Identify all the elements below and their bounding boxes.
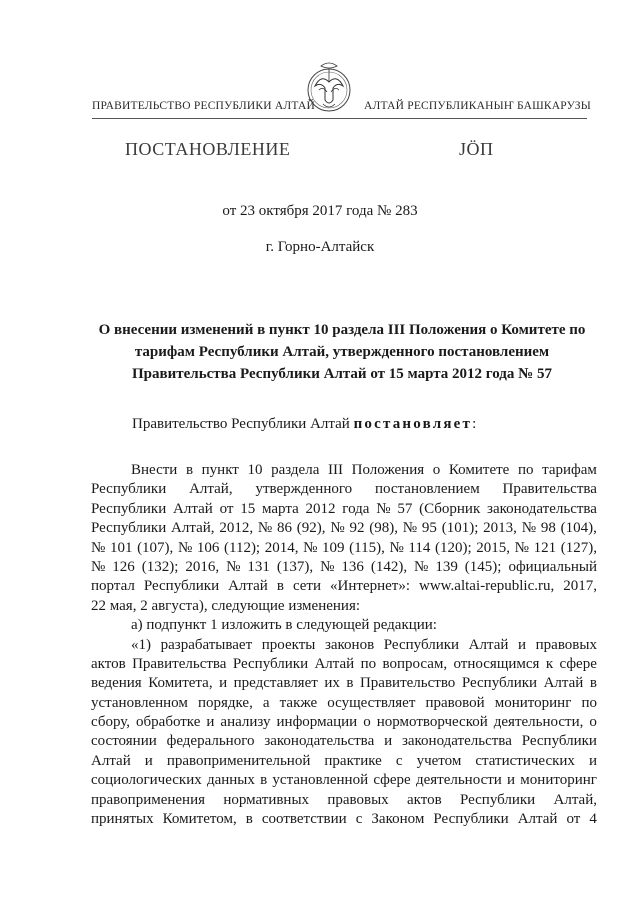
body-word: Алтай bbox=[543, 675, 584, 692]
body-word: Алтай, bbox=[553, 791, 597, 808]
body-word: в bbox=[185, 462, 194, 478]
body-word: 57 bbox=[397, 500, 413, 517]
body-word: 2012, bbox=[219, 520, 254, 537]
body-word: Алтай, bbox=[171, 520, 215, 537]
body-word: нормативных bbox=[223, 791, 310, 808]
body-word: № bbox=[303, 539, 318, 556]
body-word: (142), bbox=[370, 558, 408, 575]
header-divider bbox=[92, 118, 587, 119]
body-word: № bbox=[177, 539, 193, 556]
preamble-subject: Правительство Республики Алтай bbox=[132, 416, 350, 432]
body-word: Алтай bbox=[517, 811, 558, 828]
title-line: Правительства Республики Алтай от 15 марта 2012 года № 57 bbox=[132, 366, 552, 382]
body-word: № bbox=[402, 520, 418, 537]
body-word: (101); bbox=[441, 520, 479, 537]
body-word: законодательства bbox=[487, 500, 597, 517]
body-word: Комитета, bbox=[148, 675, 213, 692]
body-word: (112); bbox=[224, 539, 261, 556]
body-word: с bbox=[395, 752, 403, 769]
document-date-number: от 23 октября 2017 года № 283 bbox=[222, 203, 418, 219]
body-word: 98 bbox=[540, 520, 556, 537]
preamble-colon: : bbox=[472, 416, 477, 432]
body-word: № bbox=[330, 520, 345, 537]
body-word: актов bbox=[91, 655, 126, 672]
body-word: 2012 bbox=[305, 500, 336, 517]
body-word: 2013, bbox=[483, 520, 517, 537]
body-word: вопросам, bbox=[382, 655, 448, 672]
document-city: г. Горно-Алтайск bbox=[265, 239, 375, 255]
body-word: правоприменительной bbox=[166, 752, 311, 769]
body-word: порядке, bbox=[197, 694, 253, 711]
body-line: а) подпункт 1 изложить в следующей редакции: bbox=[131, 617, 437, 634]
body-word: 2014, bbox=[264, 539, 299, 556]
body-line bbox=[91, 810, 597, 829]
body-word: по bbox=[517, 462, 534, 478]
body-word: информации bbox=[276, 714, 358, 731]
body-word: мониторинг bbox=[494, 694, 572, 711]
body-word: Алтай, bbox=[189, 481, 233, 498]
body-word: сети bbox=[292, 578, 322, 595]
body-word: № bbox=[91, 558, 106, 575]
body-word: 139 bbox=[435, 558, 458, 575]
government-name-ru: ПРАВИТЕЛЬСТВО РЕСПУБЛИКИ АЛТАЙ bbox=[92, 100, 316, 112]
body-word: представляет bbox=[233, 675, 318, 692]
body-word: состоянии bbox=[91, 733, 157, 750]
body-word: 4 bbox=[589, 811, 597, 828]
body-word: в bbox=[260, 772, 268, 789]
body-word: 10 bbox=[247, 462, 263, 478]
body-line bbox=[91, 519, 597, 538]
body-word: и bbox=[518, 636, 527, 653]
body-word: в bbox=[276, 578, 284, 595]
body-word: правовых bbox=[327, 791, 389, 808]
body-word: нормотворческой bbox=[376, 714, 488, 731]
body-word: осуществляет bbox=[327, 694, 416, 711]
body-word: к bbox=[545, 655, 554, 672]
body-word: Республики bbox=[143, 578, 220, 595]
body-word: 92 bbox=[349, 520, 365, 537]
body-word: № bbox=[521, 520, 537, 537]
body-word: законодательства bbox=[264, 733, 375, 750]
body-word: и bbox=[588, 752, 597, 769]
body-line bbox=[91, 500, 597, 519]
body-word: Республики bbox=[459, 791, 536, 808]
body-word: принятых bbox=[91, 811, 154, 828]
body-word: Законом bbox=[371, 811, 425, 828]
body-word: Республики bbox=[91, 481, 167, 498]
body-word: Положения bbox=[351, 462, 425, 478]
body-word: Республики bbox=[461, 675, 538, 692]
body-word: в bbox=[346, 675, 354, 692]
body-word: деятельности, bbox=[493, 714, 584, 731]
body-word: 136 bbox=[341, 558, 364, 575]
body-word: Алтай bbox=[228, 578, 268, 595]
body-word: Республики bbox=[521, 733, 597, 750]
body-word: «Интернет»: bbox=[330, 578, 411, 595]
document-title bbox=[88, 319, 596, 385]
body-word: 2015, bbox=[476, 539, 511, 556]
body-word: 2016, bbox=[185, 558, 220, 575]
body-line bbox=[91, 558, 597, 577]
body-word: мониторинг bbox=[520, 772, 597, 789]
body-word: официальный bbox=[508, 558, 597, 575]
body-word: Правительства bbox=[132, 655, 227, 672]
doc-type-ru: ПОСТАНОВЛЕНИЕ bbox=[125, 139, 291, 159]
body-word: практике bbox=[324, 752, 382, 769]
body-word: 2017, bbox=[563, 578, 597, 595]
body-word: правоприменения bbox=[91, 791, 206, 808]
body-word: о bbox=[589, 714, 597, 731]
body-word: сфере bbox=[373, 772, 411, 789]
body-word: «1) bbox=[131, 636, 151, 653]
body-word: (107), bbox=[137, 539, 174, 556]
body-word: также bbox=[279, 694, 318, 711]
body-word: сфере bbox=[559, 655, 597, 672]
body-line bbox=[91, 791, 597, 810]
body-word: III bbox=[327, 462, 343, 478]
body-word: 114 bbox=[408, 539, 431, 556]
body-word: (132); bbox=[141, 558, 179, 575]
body-word: № bbox=[414, 558, 429, 575]
body-line bbox=[91, 655, 597, 674]
body-word: Республики bbox=[383, 636, 460, 653]
body-word: и bbox=[206, 714, 215, 731]
republic-altai-coat-of-arms-icon bbox=[305, 60, 353, 124]
body-word: правовых bbox=[535, 636, 597, 653]
body-word: Республики bbox=[433, 811, 509, 828]
body-line bbox=[91, 461, 597, 480]
body-word: по bbox=[360, 655, 377, 672]
body-word: марта bbox=[261, 500, 299, 517]
preamble-verb: постановляет bbox=[353, 416, 473, 432]
body-word: федерального bbox=[166, 733, 255, 750]
body-word: Комитете bbox=[448, 462, 510, 478]
body-word: Алтай bbox=[91, 752, 131, 769]
body-word: портал bbox=[91, 578, 135, 595]
body-word: Правительства bbox=[502, 481, 597, 498]
title-line: тарифам Республики Алтай, утвержденного постановлением bbox=[134, 344, 550, 360]
doc-type-alt: ЈÖП bbox=[459, 139, 494, 159]
body-word: установленной bbox=[272, 772, 369, 789]
body-word: (137), bbox=[276, 558, 314, 575]
body-word: года bbox=[342, 500, 370, 517]
body-word: Республики bbox=[91, 500, 167, 517]
body-word: № bbox=[91, 539, 106, 556]
body-word: № bbox=[389, 539, 404, 556]
body-word: обработке bbox=[136, 714, 201, 731]
body-word: (104), bbox=[560, 520, 597, 537]
body-word: (115), bbox=[349, 539, 385, 556]
body-line bbox=[91, 694, 597, 713]
body-word: Республики bbox=[232, 655, 309, 672]
body-word: Алтай bbox=[314, 655, 355, 672]
body-word: Алтай bbox=[468, 636, 509, 653]
body-word: № bbox=[226, 558, 241, 575]
body-word: соответствии bbox=[261, 811, 347, 828]
body-word: сбору, bbox=[91, 714, 131, 731]
body-word: Внести bbox=[131, 462, 178, 478]
body-word: разрабатывает bbox=[160, 636, 253, 653]
body-line bbox=[91, 752, 597, 771]
body-word: социологических bbox=[91, 772, 202, 789]
body-word: www.altai-republic.ru, bbox=[419, 578, 555, 595]
body-word: и bbox=[507, 772, 516, 789]
body-line bbox=[91, 539, 597, 558]
body-word: по bbox=[581, 694, 597, 711]
body-word: постановлением bbox=[374, 481, 480, 498]
body-line bbox=[91, 713, 597, 732]
body-word: статистических bbox=[475, 752, 575, 769]
body-word: в bbox=[589, 675, 597, 692]
body-line bbox=[91, 577, 597, 596]
body-word: от bbox=[219, 500, 234, 517]
body-word: (92), bbox=[296, 520, 326, 537]
body-word: и bbox=[219, 675, 228, 692]
body-word: и bbox=[144, 752, 153, 769]
body-line bbox=[91, 674, 597, 693]
body-word: (Сборник bbox=[419, 500, 481, 517]
body-line bbox=[91, 636, 597, 655]
body-line bbox=[91, 771, 597, 790]
body-word: (98), bbox=[369, 520, 398, 537]
body-word: Алтай bbox=[173, 500, 213, 517]
body-line bbox=[91, 732, 597, 751]
body-word: (145); bbox=[464, 558, 502, 575]
body-word: 109 bbox=[322, 539, 345, 556]
body-word: раздела bbox=[271, 462, 320, 478]
body-word: 15 bbox=[240, 500, 256, 517]
body-line: 22 мая, 2 августа), следующие изменения: bbox=[91, 597, 361, 614]
body-word: № bbox=[376, 500, 391, 517]
body-word: законодательства bbox=[401, 733, 512, 750]
body-word: их bbox=[324, 675, 340, 692]
body-word: тарифам bbox=[542, 462, 597, 478]
body-word: Республики bbox=[91, 520, 167, 537]
body-word: о bbox=[432, 462, 441, 478]
body-word: № bbox=[257, 520, 273, 537]
body-word: данных bbox=[206, 772, 255, 789]
body-word: ведения bbox=[91, 675, 142, 692]
body-word: с bbox=[355, 811, 363, 828]
document-body bbox=[91, 461, 597, 829]
body-line bbox=[91, 480, 597, 499]
body-word: учетом bbox=[416, 752, 462, 769]
body-word: законов bbox=[324, 636, 375, 653]
body-word: от bbox=[566, 811, 581, 828]
body-word: Комитетом, bbox=[162, 811, 237, 828]
body-word: 106 bbox=[196, 539, 220, 556]
body-word: относящимся bbox=[453, 655, 540, 672]
body-word: 121 bbox=[533, 539, 557, 556]
body-word: и bbox=[384, 733, 393, 750]
preamble bbox=[132, 416, 476, 433]
body-word: деятельности bbox=[415, 772, 502, 789]
body-word: о bbox=[363, 714, 371, 731]
body-word: установленном bbox=[91, 694, 188, 711]
body-word: № bbox=[320, 558, 335, 575]
body-word: 126 bbox=[112, 558, 135, 575]
body-word: проекты bbox=[261, 636, 316, 653]
body-word: правовой bbox=[425, 694, 485, 711]
body-word: 131 bbox=[247, 558, 270, 575]
body-word: 95 bbox=[421, 520, 437, 537]
body-word: № bbox=[514, 539, 529, 556]
body-word: актов bbox=[406, 791, 442, 808]
body-word: 101 bbox=[109, 539, 133, 556]
body-word: (120); bbox=[435, 539, 472, 556]
body-word: 86 bbox=[277, 520, 292, 537]
body-word: анализу bbox=[220, 714, 271, 731]
body-word: пункт bbox=[201, 462, 239, 478]
body-word: (127), bbox=[560, 539, 597, 556]
body-word: Правительство bbox=[359, 675, 456, 692]
body-word: утвержденного bbox=[255, 481, 353, 498]
government-name-alt: АЛТАЙ РЕСПУБЛИКАНЫҤ БАШКАРУЗЫ bbox=[364, 100, 591, 112]
title-line: О внесении изменений в пункт 10 раздела III Положения о Комитете по bbox=[98, 322, 586, 338]
body-word: а bbox=[262, 694, 270, 711]
body-word: в bbox=[245, 811, 253, 828]
